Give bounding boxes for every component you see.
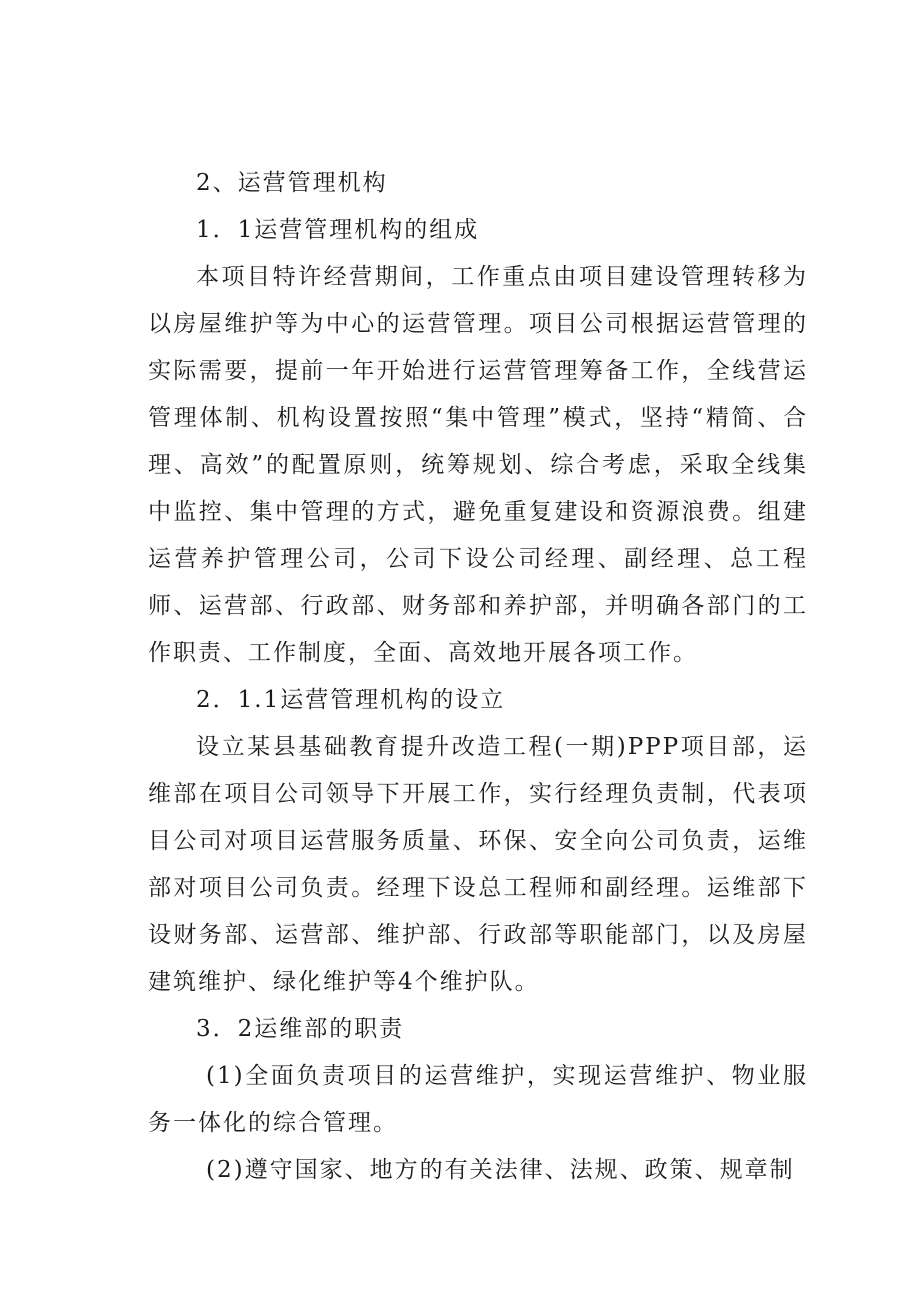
section-heading-2-1-1: 2．1.1运营管理机构的设立 [196, 687, 506, 713]
section-heading-2: 2、运营管理机构 [196, 170, 388, 196]
section-heading-3-2: 3．2运维部的职责 [196, 1016, 405, 1042]
duty-item-1: (1)全面负责项目的运营维护，实现运营维护、物业服务一体化的综合管理。 [148, 1063, 808, 1136]
document-body [148, 160, 808, 1194]
section-heading-1-1: 1．1运营管理机构的组成 [196, 217, 480, 243]
duty-item-2: (2)遵守国家、地方的有关法律、法规、政策、规章制 [206, 1157, 795, 1183]
paragraph-organization-composition: 本项目特许经营期间，工作重点由项目建设管理转移为以房屋维护等为中心的运营管理。项目公司根据运营管理的实际需要，提前一年开始进行运营管理筹备工作，全线营运管理体制、机构设置按照“集中管理”模式，坚持“精简、合理、高效”的配置原则，统筹规划、综合考虑，采取全线集中监控、集中管理的方式，避免重复建设和资源浪费。组建运营养护管理公司，公司下设公司经理、副经理、总工程师、运营部、行政部、财务部和养护部，并明确各部门的工作职责、工作制度，全面、高效地开展各项工作。 [148, 264, 808, 666]
paragraph-organization-setup: 设立某县基础教育提升改造工程(一期)PPP项目部，运维部在项目公司领导下开展工作，实行经理负责制，代表项目公司对项目运营服务质量、环保、安全向公司负责，运维部对项目公司负责。经理下设总工程师和副经理。运维部下设财务部、运营部、维护部、行政部等职能部门，以及房屋建筑维护、绿化维护等4个维护队。 [148, 734, 808, 995]
